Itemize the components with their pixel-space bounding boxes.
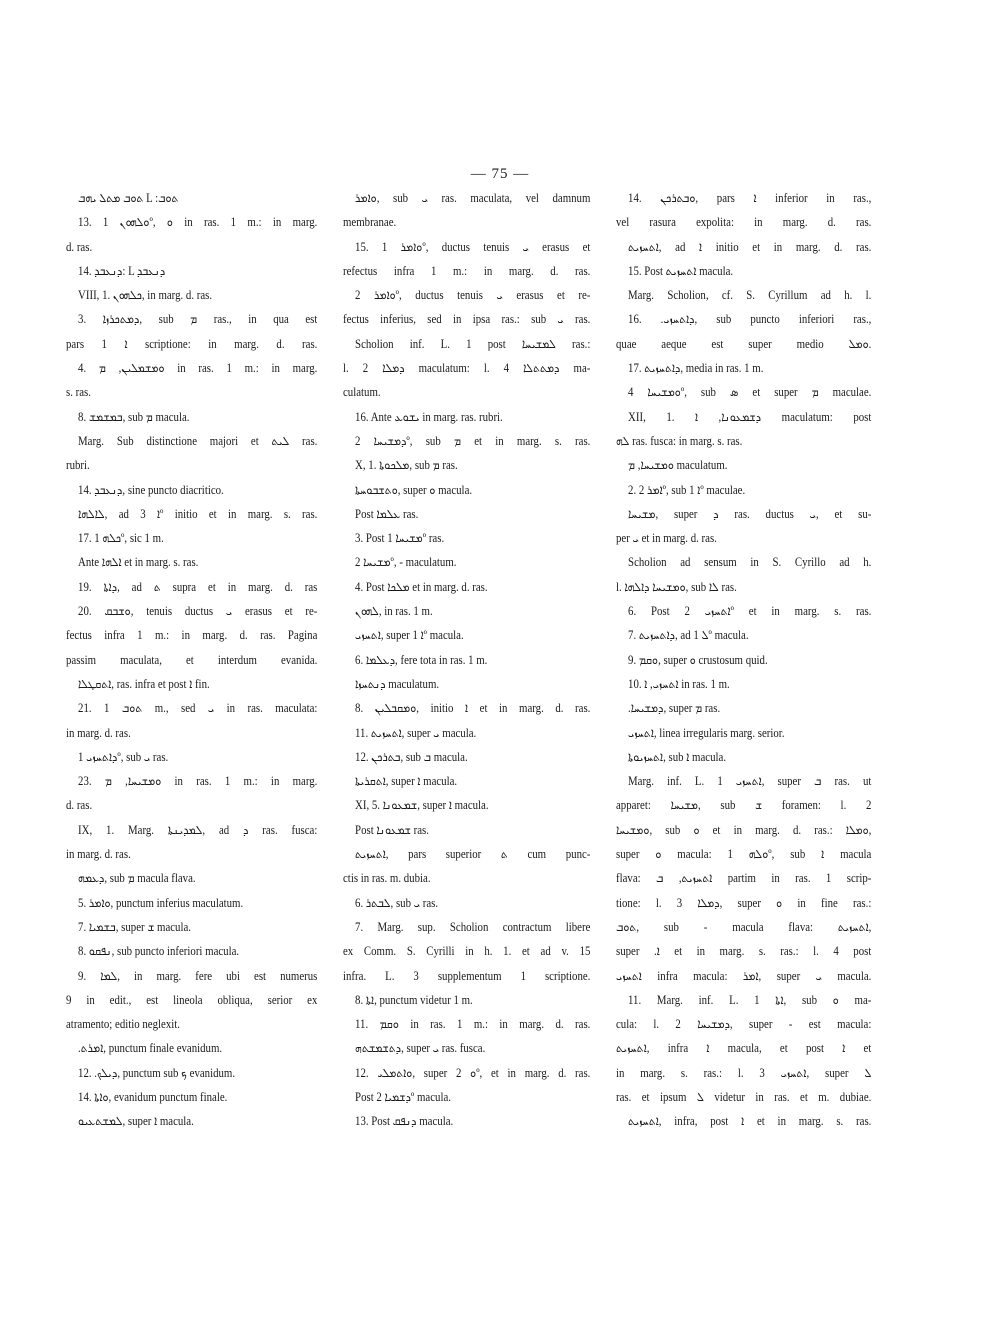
text-line: ܠܗܘܢ, in ras. 1 m. <box>355 604 433 619</box>
text-line: refectus infra 1 m.: in marg. d. ras. <box>343 263 591 278</box>
text-line: ܠܗ ras. fusca: in marg. s. ras. <box>616 433 743 448</box>
text-line: ܘܡܫܝܚܐ, sub ܘ et in marg. d. ras.: ܘܡܠܐ, <box>616 822 872 837</box>
column-left <box>66 186 318 1134</box>
text-line: l. ܘܡܫܝܚܐ ܕܐܠܗܐ, sub ܠܐ ras. <box>616 579 737 594</box>
text-line: 7. ܕܐܬܚܙܝܬ, ad ܠ 1º macula. <box>628 628 749 643</box>
text-line: VIII, 1. ܟܠܗܘܢ, in marg. d. ras. <box>78 288 213 303</box>
text-line: ܘܐܡܪ 2º, ductus tenuis ܝ erasus et re- <box>355 288 591 303</box>
text-line: ras. et ipsum ܠ videtur in ras. et m. dubiae. <box>616 1089 872 1104</box>
text-line: ܐܬܚܙܝܬ, pars superior ܬ cum punc- <box>355 847 591 862</box>
text-line: 12. .ܕܝܠܟ, punctum sub ܟ evanidum. <box>78 1065 236 1080</box>
text-line: ܘܡܫܝܚܐ, ܡ maculatum. <box>628 458 728 473</box>
text-line: flava: ܐܬܚܙܝܬ, ܒ partim in ras. 1 scrip- <box>616 871 872 886</box>
text-line: ܐܬܚܙܝܘܬܐ, sub ܐ macula. <box>628 749 727 764</box>
text-line: 21. ܬܘܒ 1 m., sed ܝ in ras. maculata: <box>78 701 318 716</box>
text-line: 13. ܘܠܗܘܢ 1º, ܘ in ras. 1 m.: in marg. <box>78 215 318 230</box>
text-line: 8. ܐܬܐ, punctum videtur 1 m. <box>355 992 473 1007</box>
text-line: tione: l. 3 ܕܡܠܐ, super ܘ in fine ras.: <box>616 895 872 910</box>
text-line: ܐܬܩܪܝܬܐ, super ܐ macula. <box>355 774 458 789</box>
text-line: ܬܘܒ, sub - macula flava: ܐܬܚܙܝܬ, <box>616 919 872 934</box>
text-line: XII, 1. ܕܫܡܥܘܢܐ, ܐ maculatum: post <box>628 409 872 424</box>
text-line: 5. ܘܐܡܪ, punctum inferius maculatum. <box>78 895 244 910</box>
text-line: ܕܥܡܗ, sub ܡ macula flava. <box>78 871 196 886</box>
text-line: IX, 1. Marg. ܠܡܕܝܢܬܐ, ad ܕ ras. fusca: <box>78 822 318 837</box>
text-line: ܡܫܝܚܐ, super ܕ ras. ductus ܝ, et su- <box>628 506 872 521</box>
text-line: atramento; editio neglexit. <box>66 1017 180 1032</box>
text-line: ܠܡܫܬܥܝܘ, super ܐ macula. <box>78 1114 194 1129</box>
text-line: Ante ܐܠܗܐ et in marg. s. ras. <box>78 555 199 570</box>
text-line: ܐܬܚܙܝܬ, ad ܐ initio et in marg. d. ras. <box>628 239 872 254</box>
text-line: ܕܐܬܚܙܝ 1º, sub ܝ ras. <box>78 749 169 764</box>
text-line: .ܕܡܫܝܚܐ, super ܡ ras. <box>628 701 721 716</box>
text-line: 8. ܘܡܩܒܠܝܢ, initio ܐ et in marg. d. ras. <box>355 701 591 716</box>
text-line: ܘܡܫܝܚܐ 4º, sub ܣ et super ܡ maculae. <box>628 385 872 400</box>
text-line: quae aeque est super medio ܘܡܠ. <box>616 336 872 351</box>
text-line: 14. ܘܒܬܪܟܢ, pars ܐ inferior in ras., <box>628 191 872 205</box>
text-line: per ܝ et in marg. d. ras. <box>616 531 717 546</box>
text-line: Marg. Sub distinctione majori et ܠܝܬ ras. <box>78 433 318 448</box>
text-line: 15. ܘܐܡܪ 1º, ductus tenuis ܝ erasus et <box>355 239 591 254</box>
text-line: 11. ܐܬܚܙܝܬ, super ܝ macula. <box>355 725 477 740</box>
text-line: ܠܐܠܗܐ, ad ܐ 3º initio et in marg. s. ras. <box>78 506 318 521</box>
text-line: ܐܬܩܛܠܐ, ras. infra et post ܐ fin. <box>78 676 210 691</box>
text-line: 14. ܕܢܥܒܕ: L ܕܢܥܒܕ <box>78 263 166 278</box>
text-line: X, 1. ܡܠܟܘܬܐ, sub ܡ ras. <box>355 458 458 473</box>
text-line: vel rasura expolita: in marg. d. ras. <box>616 215 872 230</box>
text-line: ܐܬܚܙܝ, super ܐ 1º macula. <box>355 628 464 643</box>
text-line: .ܐܡܪܬ, punctum finale evanidum. <box>78 1041 223 1056</box>
text-line: Post ܕܫܡܝܐ 2º macula. <box>355 1089 451 1104</box>
text-line: 3. Post ܡܫܝܚܐ 1º ras. <box>355 531 445 546</box>
text-line: 11. Marg. inf. L. 1 ܐܬܐ, sub ܘ ma- <box>628 992 872 1007</box>
text-line: 9 in edit., est lineola obliqua, serior ex <box>66 992 318 1007</box>
text-line: ܕܬܫܡܫܬܗ, super ܝ ras. fusca. <box>355 1041 486 1056</box>
text-line: 16. Ante ܝܫܘܥ in marg. ras. rubri. <box>355 409 503 424</box>
text-line: ctis in ras. m. dubia. <box>343 871 431 886</box>
text-line: 4. ܘܡܫܡܠܝܢ, ܡ in ras. 1 m.: in marg. <box>78 361 318 376</box>
text-line: membranae. <box>343 215 397 230</box>
text-line: 9. ܘܩܡ, super ܘ crustosum quid. <box>628 652 768 667</box>
column-right <box>616 186 872 1134</box>
text-line: ex Comm. S. Cyrilli in h. 1. et ad v. 15 <box>343 944 591 959</box>
page-number: — 75 — <box>470 166 530 182</box>
text-line: 17. ܕܐܬܚܙܝܬ, media in ras. 1 m. <box>628 361 764 376</box>
text-line: 16. .ܕܐܬܚܙܝ, sub puncto inferiori ras., <box>628 312 872 327</box>
text-line: 11. ܘܩܡ in ras. 1 m.: in marg. d. ras. <box>355 1017 591 1032</box>
text-line: 4. Post ܡܠܟܐ et in marg. d. ras. <box>355 579 488 594</box>
text-line: super ܘ macula: ܘܠܗ 1º, sub ܐ macula <box>616 847 872 862</box>
text-line: 8. ܒܡܫܡܫ, sub ܡ macula. <box>78 409 190 424</box>
text-line: 10. ܐܬܚܙܝ, ܐ in ras. 1 m. <box>628 676 730 691</box>
text-line: 23. ܘܡܫܝܚܐ, ܡ in ras. 1 m.: in marg. <box>78 774 318 789</box>
text-line: 7. ܒܫܡܝܐ, super ܫ macula. <box>78 919 192 934</box>
text-line: ܐܬܚܙܝܬ, infra, post ܐ et in marg. s. ras. <box>628 1114 872 1129</box>
text-line: ܐܬܚܙܝܬ, infra ܐ macula, et post ܐ et <box>616 1041 872 1056</box>
text-line: 14. ܕܢܥܒܕ, sine puncto diacritico. <box>78 482 224 497</box>
text-line: Post ܫܡܥܘܢܐ ras. <box>355 822 429 837</box>
text-line: 19. ܕܐܬܐ, ad ܬ supra et in marg. d. ras <box>78 579 318 594</box>
text-line: ܕܢܬܚܙܐ maculatum. <box>355 676 440 691</box>
text-line: 12. ܒܬܪܟܢ, sub ܒ macula. <box>355 749 468 764</box>
text-line: fectus inferius, sed in ipsa ras.: sub ܝ ras. <box>343 312 591 327</box>
text-line: ܐܬܚܙܝ, linea irregularis marg. serior. <box>628 725 785 740</box>
text-line: 3. ܕܡܬܟܪܙܐ, sub ܡ ras., in qua est <box>78 312 318 327</box>
text-line: Scholion inf. L. 1 post ܠܡܫܝܚܐ ras.: <box>355 336 591 351</box>
text-line: 8. ܢܦܩܘ, sub puncto inferiori macula. <box>78 944 240 959</box>
text-line: ܕܡܫܝܚܐ 2º, sub ܡ et in marg. s. ras. <box>355 433 591 448</box>
text-line: d. ras. <box>66 798 93 813</box>
text-line: 14. ܘܐܬܐ, evanidum punctum finale. <box>78 1089 228 1104</box>
text-line: ܘܬܫܒܘܚܬܐ, super ܘ macula. <box>355 482 473 497</box>
text-line: passim maculata, et interdum evanida. <box>66 652 318 667</box>
text-line: ܬܘܒ ܡܬܠ ܝܗܒ L :ܬܘܒ <box>78 191 179 205</box>
text-line: Scholion ad sensum in S. Cyrillo ad h. <box>628 555 872 570</box>
text-line: culatum. <box>343 385 381 400</box>
text-line: 15. Post ܐܬܚܙܝܬ macula. <box>628 263 734 278</box>
text-line: 6. Post ܐܬܚܙܝ 2º et in marg. s. ras. <box>628 604 872 619</box>
text-line: cula: l. 2 ܕܡܫܝܚܐ, super - est macula: <box>616 1017 872 1032</box>
text-line: in marg. d. ras. <box>66 725 131 740</box>
text-line: fectus infra 1 m.: in marg. d. ras. Pagina <box>66 628 318 643</box>
text-line: l. 2 ܕܡܠܐ maculatum: l. 4 ܕܡܬܬܠܐ ma- <box>343 361 591 376</box>
text-line: 2. ܐܡܪ 2º, sub ܐ 1º maculae. <box>628 482 746 497</box>
text-line: in marg. s. ras.: l. 3 ܐܬܚܙܝ, super ܠ <box>616 1065 872 1080</box>
text-line: XI, 5. ܫܡܥܘܢܐ, super ܐ macula. <box>355 798 489 813</box>
text-line: 12. ܘܐܬܡܠܝ, super ܘ 2º, et in marg. d. ras. <box>355 1065 591 1080</box>
column-middle <box>343 186 591 1134</box>
text-line: infra. L. 3 supplementum 1 scriptione. <box>343 968 591 983</box>
text-line: 7. Marg. sup. Scholion contractum libere <box>355 919 591 934</box>
text-line: ܘܐܡܪ, sub ܝ ras. maculata, vel damnum <box>355 191 591 205</box>
text-line: Marg. Scholion, cf. S. Cyrillum ad h. l. <box>628 288 872 303</box>
text-line: 9. ܠܡܐ, in marg. fere ubi est numerus <box>78 968 318 983</box>
text-line: 6. ܠܒܬܪ, sub ܝ ras. <box>355 895 439 910</box>
text-line: apparet: ܡܫܝܚܐ, sub ܫ foramen: l. 2 <box>616 798 872 813</box>
text-line: rubri. <box>66 458 90 473</box>
text-line: ܐܬܚܙܝ infra macula: ܐܡܪ, super ܝ macula. <box>616 968 872 983</box>
text-line: Post ܥܠܡܐ ras. <box>355 506 419 521</box>
text-line: Marg. inf. L. 1 ܐܬܚܙܝ, super ܒ ras. ut <box>628 774 872 789</box>
text-line: 6. ܕܥܠܡܐ, fere tota in ras. 1 m. <box>355 652 488 667</box>
text-line: 13. Post ܕܢܦܩ macula. <box>355 1114 454 1129</box>
text-line: pars ܐ 1 scriptione: in marg. d. ras. <box>66 336 318 351</box>
text-line: d. ras. <box>66 239 93 254</box>
text-line: 17. ܟܠܗ 1º, sic 1 m. <box>78 531 164 546</box>
text-line: s. ras. <box>66 385 91 400</box>
text-line: in marg. d. ras. <box>66 847 131 862</box>
text-line: super .ܐ et in marg. s. ras.: l. 4 post <box>616 944 872 959</box>
text-line: ܡܫܝܚܐ 2º, - maculatum. <box>355 555 457 570</box>
text-line: 20. ܘܫܒܩ, tenuis ductus ܝ erasus et re- <box>78 604 318 619</box>
